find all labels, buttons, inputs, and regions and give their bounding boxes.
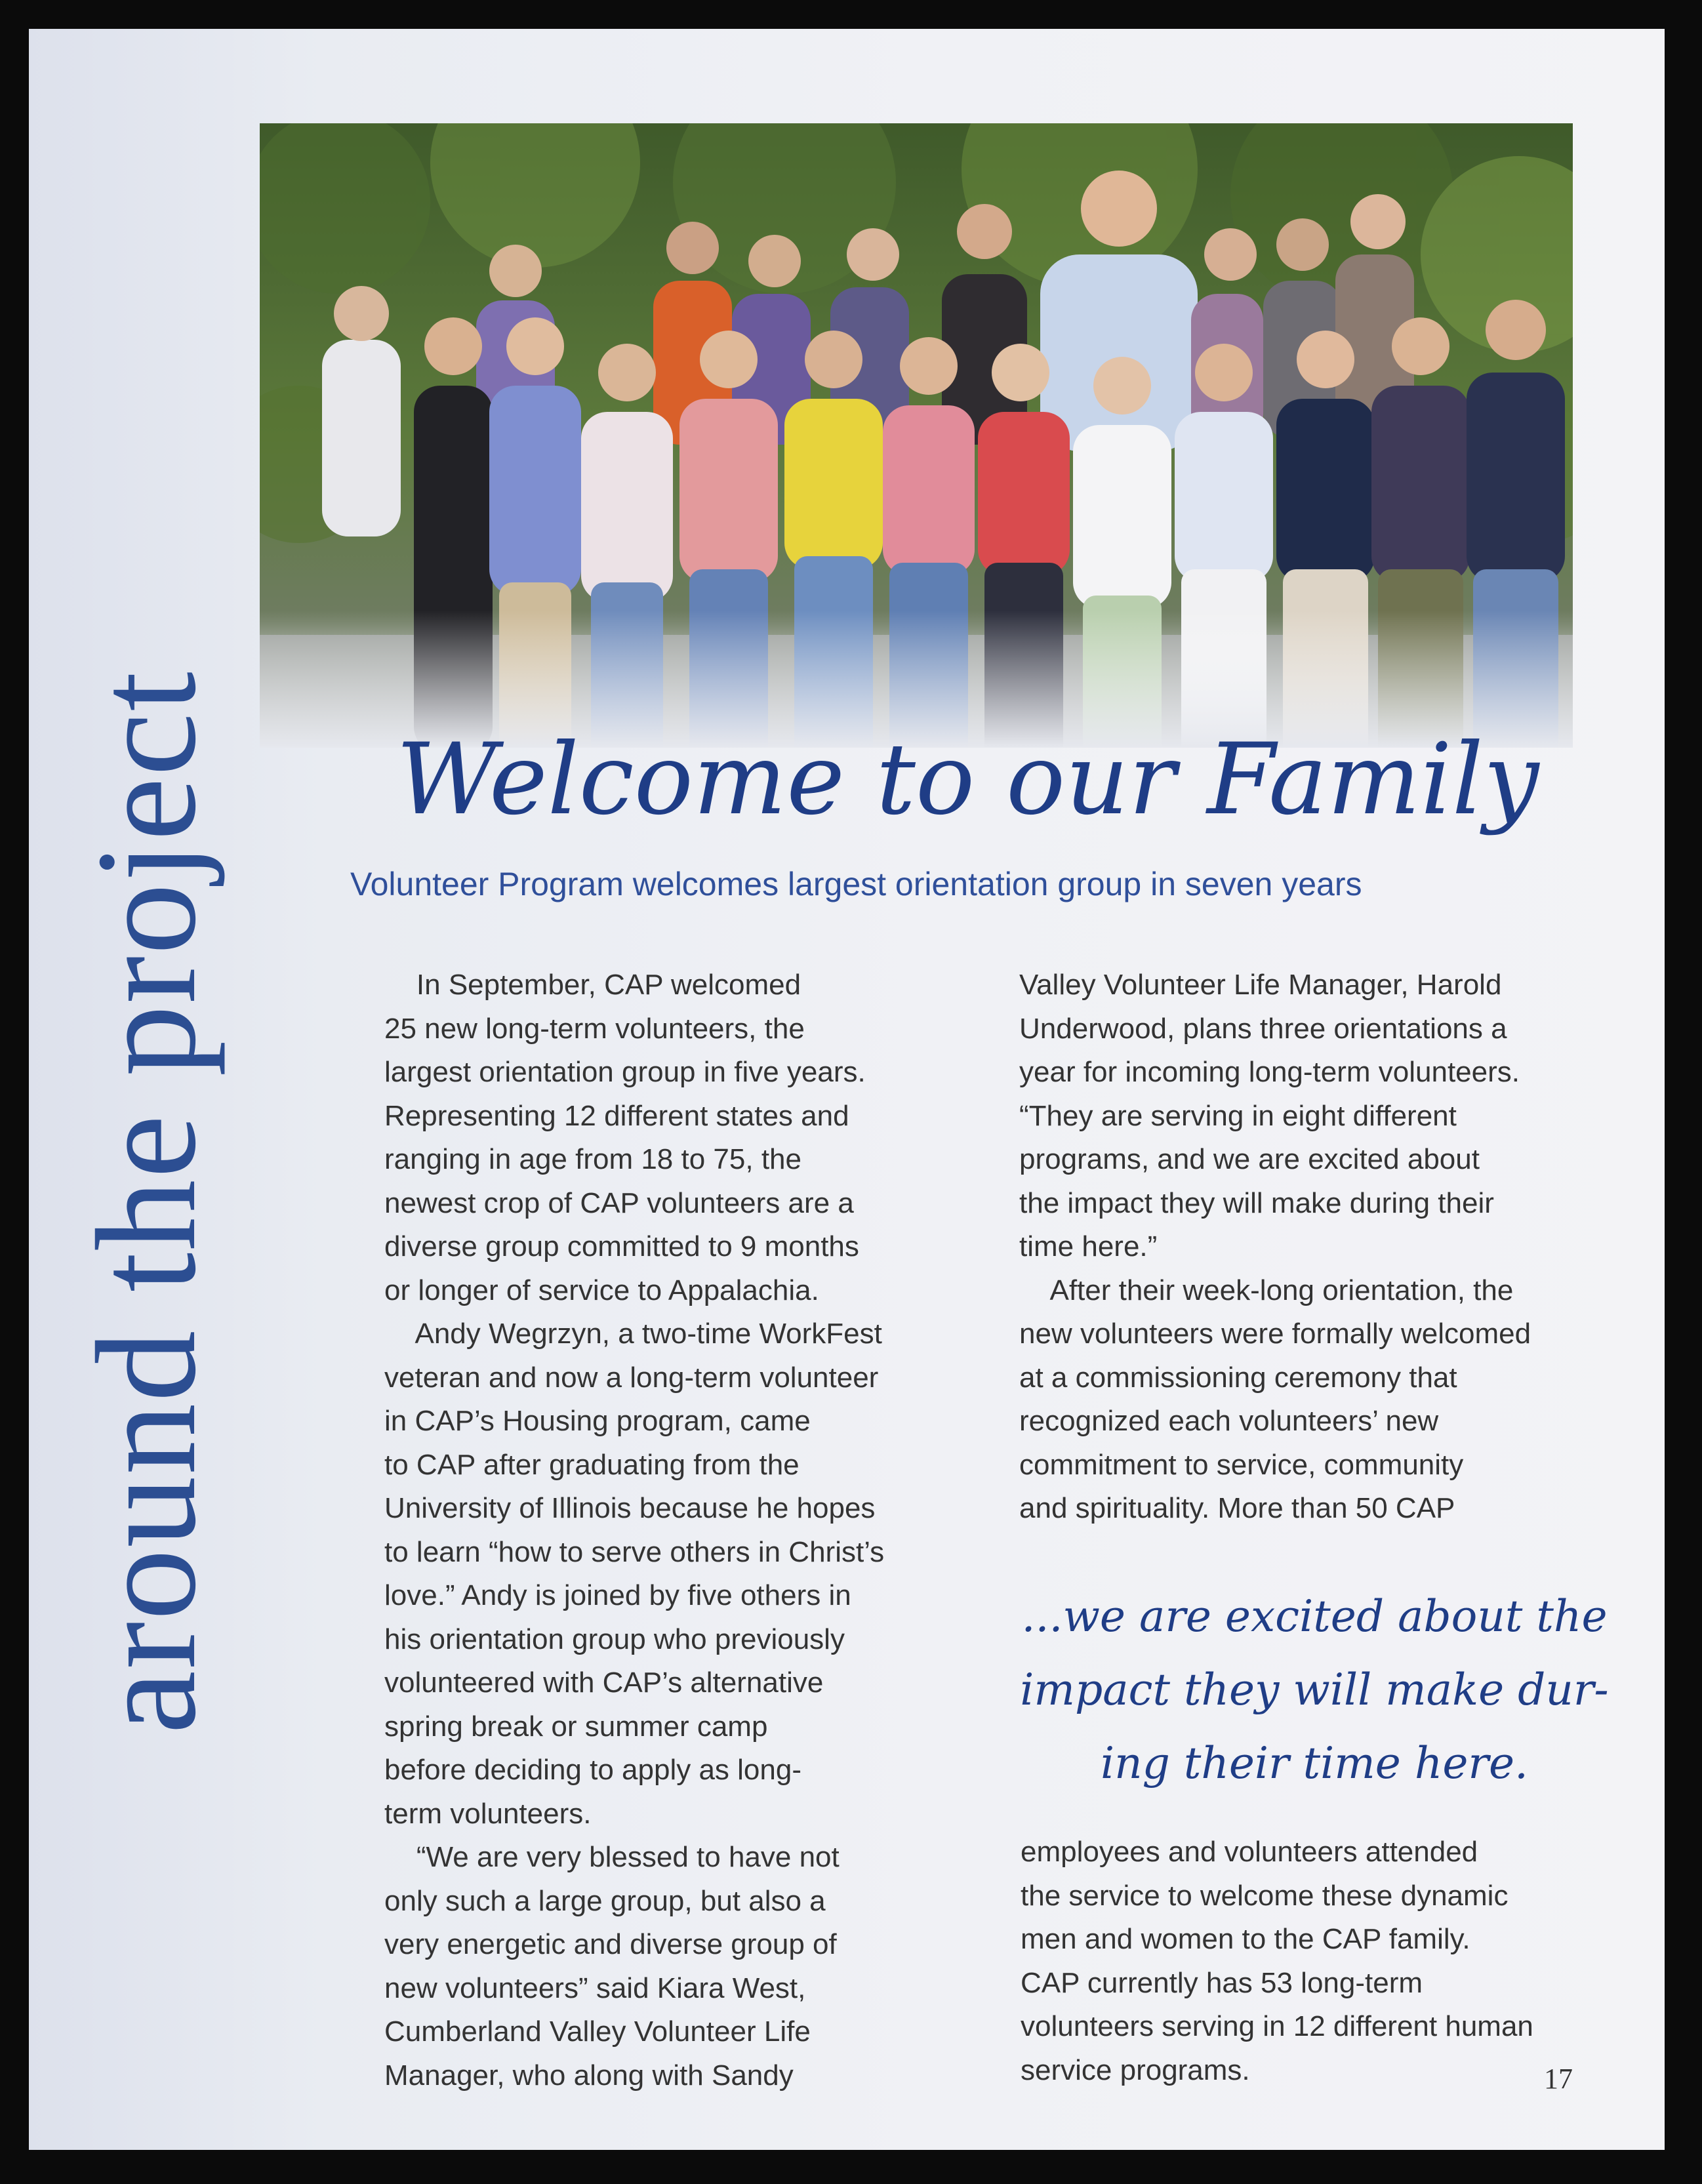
- text-line: employees and volunteers attended: [1021, 1836, 1478, 1868]
- left-column: [384, 963, 975, 2097]
- text-line: at a commissioning ceremony that: [1019, 1361, 1457, 1394]
- text-line: year for incoming long-term volunteers.: [1019, 1056, 1520, 1088]
- text-line: Representing 12 different states and: [384, 1099, 849, 1132]
- text-line: in CAP’s Housing program, came: [384, 1405, 811, 1437]
- text-line: “We are very blessed to have not: [384, 1841, 840, 1873]
- text-line: CAP currently has 53 long-term: [1021, 1966, 1423, 1999]
- text-line: programs, and we are excited about: [1019, 1143, 1480, 1175]
- right-column-bottom: [1021, 1830, 1631, 2092]
- section-title: around the project: [68, 670, 226, 1734]
- text-line: Andy Wegrzyn, a two-time WorkFest: [384, 1318, 882, 1350]
- text-line: spring break or summer camp: [384, 1710, 768, 1743]
- pull-quote-line: impact they will make dur-: [1020, 1665, 1609, 1715]
- pull-quote-line: ...we are excited about the: [1021, 1591, 1608, 1642]
- magazine-page: [29, 29, 1665, 2150]
- text-line: After their week-long orientation, the: [1019, 1274, 1514, 1306]
- text-line: recognized each volunteers’ new: [1019, 1405, 1439, 1437]
- text-line: his orientation group who previously: [384, 1623, 845, 1655]
- text-line: Underwood, plans three orientations a: [1019, 1012, 1507, 1045]
- text-line: largest orientation group in five years.: [384, 1056, 866, 1088]
- text-line: men and women to the CAP family.: [1021, 1923, 1470, 1955]
- subheadline: Volunteer Program welcomes largest orientation group in seven years: [350, 866, 1362, 902]
- text-line: University of Illinois because he hopes: [384, 1492, 876, 1524]
- pull-quote-line: ing their time here.: [1101, 1738, 1528, 1789]
- text-line: to CAP after graduating from the: [384, 1448, 800, 1481]
- text-line: Valley Volunteer Life Manager, Harold: [1019, 969, 1502, 1001]
- text-line: and spirituality. More than 50 CAP: [1019, 1492, 1455, 1524]
- text-line: commitment to service, community: [1019, 1448, 1464, 1481]
- text-line: In September, CAP welcomed: [384, 969, 801, 1001]
- right-column-top: [1019, 963, 1629, 1531]
- text-line: to learn “how to serve others in Christ’s: [384, 1535, 885, 1568]
- text-line: ranging in age from 18 to 75, the: [384, 1143, 801, 1175]
- text-line: the service to welcome these dynamic: [1021, 1879, 1509, 1912]
- text-line: volunteered with CAP’s alternative: [384, 1667, 824, 1699]
- text-line: “They are serving in eight different: [1019, 1099, 1457, 1132]
- text-line: newest crop of CAP volunteers are a: [384, 1186, 854, 1219]
- text-line: only such a large group, but also a: [384, 1884, 826, 1917]
- text-line: before deciding to apply as long-: [384, 1754, 801, 1786]
- text-line: new volunteers” said Kiara West,: [384, 1972, 806, 2004]
- text-line: volunteers serving in 12 different human: [1021, 2010, 1533, 2042]
- text-line: the impact they will make during their: [1019, 1186, 1494, 1219]
- text-line: service programs.: [1021, 2053, 1250, 2086]
- text-line: term volunteers.: [384, 1797, 592, 1830]
- text-line: time here.”: [1019, 1230, 1158, 1263]
- text-line: diverse group committed to 9 months: [384, 1230, 859, 1263]
- text-line: 25 new long-term volunteers, the: [384, 1012, 805, 1045]
- text-line: Cumberland Valley Volunteer Life: [384, 2015, 811, 2048]
- text-line: or longer of service to Appalachia.: [384, 1274, 819, 1306]
- headline: Welcome to our Family: [396, 723, 1539, 837]
- pull-quote: [986, 1580, 1642, 1800]
- page-number: 17: [1544, 2063, 1573, 2095]
- text-line: veteran and now a long-term volunteer: [384, 1361, 879, 1394]
- group-photo: [260, 123, 1573, 748]
- text-line: new volunteers were formally welcomed: [1019, 1318, 1531, 1350]
- text-line: love.” Andy is joined by five others in: [384, 1579, 851, 1611]
- text-line: Manager, who along with Sandy: [384, 2059, 794, 2092]
- text-line: very energetic and diverse group of: [384, 1928, 837, 1960]
